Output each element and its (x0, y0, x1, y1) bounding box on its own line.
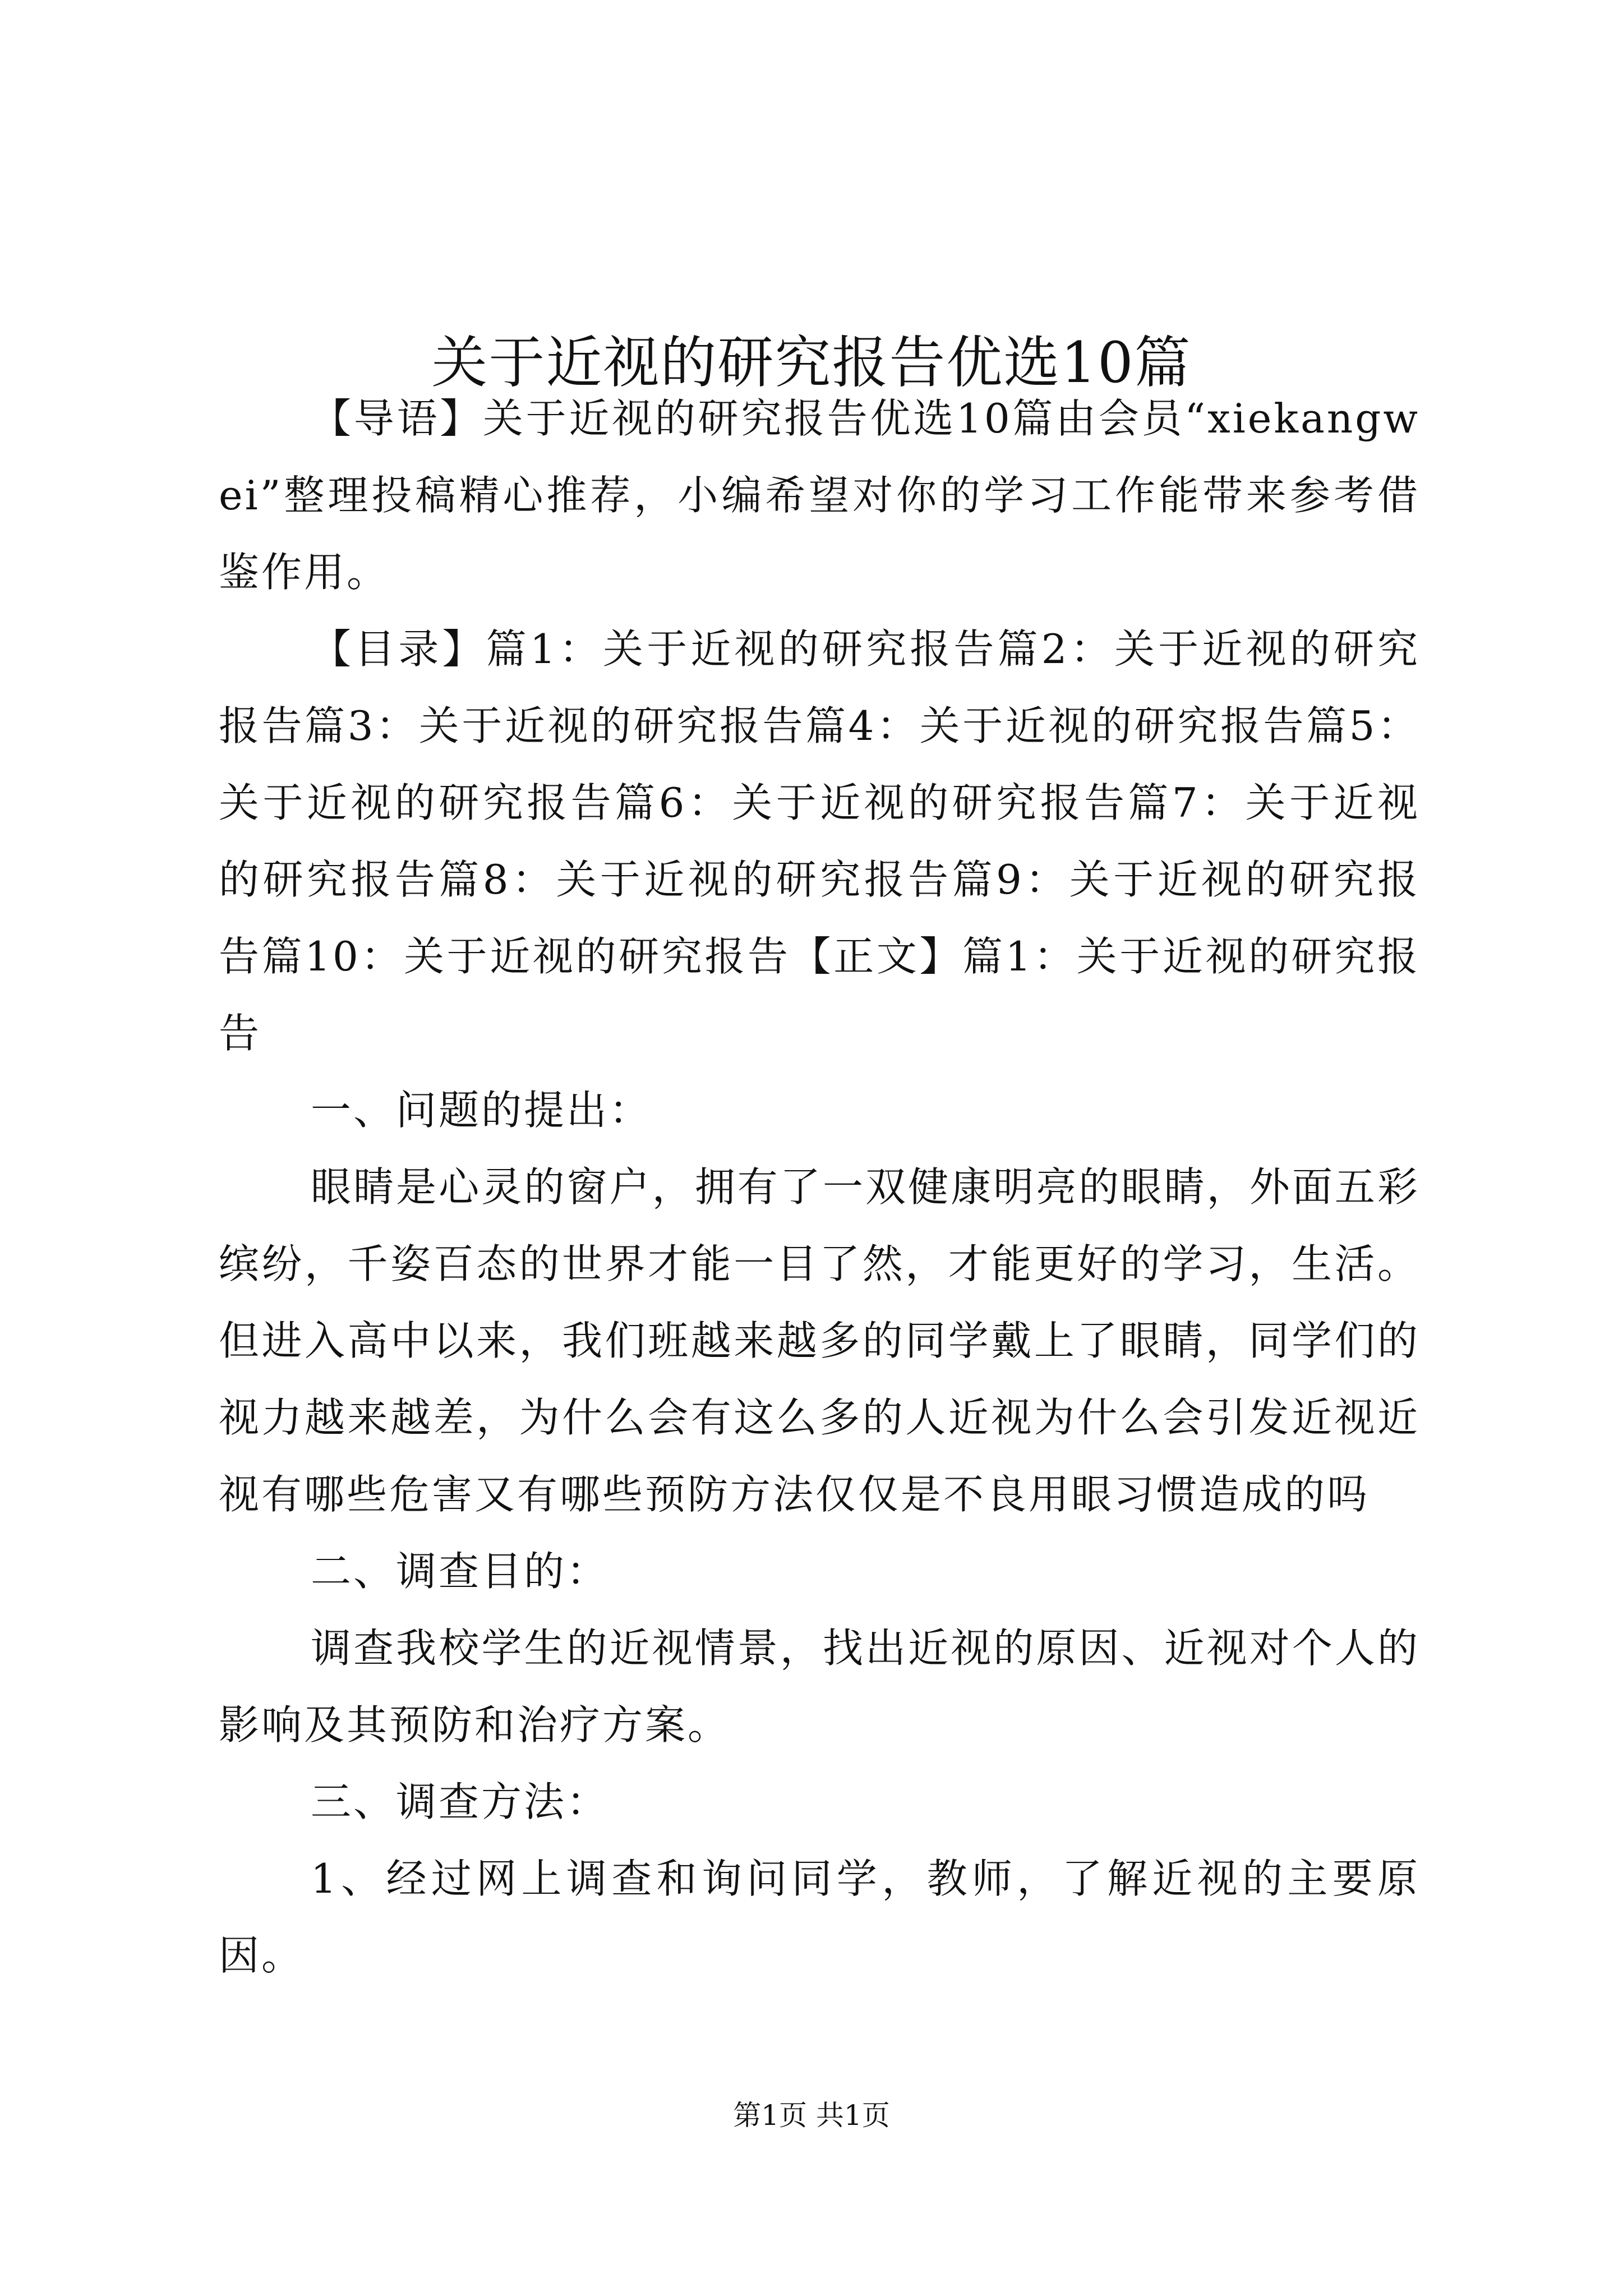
body-paragraph: 调查我校学生的近视情景，找出近视的原因、近视对个人的影响及其预防和治疗方案。 (219, 1625, 1420, 1749)
document-body (219, 380, 1420, 1994)
section-heading-3: 三、调查方法： (311, 1778, 610, 1825)
section-heading-1: 一、问题的提出： (311, 1087, 652, 1134)
intro-paragraph: 【导语】关于近视的研究报告优选10篇由会员“xiekangwei”整理投稿精心推荐，小编希望对你的学习工作能带来参考借鉴作用。 (219, 395, 1420, 596)
toc-paragraph: 【目录】篇1：关于近视的研究报告篇2：关于近视的研究报告篇3：关于近视的研究报告篇4：关于近视的研究报告篇5：关于近视的研究报告篇6：关于近视的研究报告篇7：关于近视的研究报告篇8：关于近视的研究报告篇9：关于近视的研究报告篇10：关于近视的研究报告【正文】篇1：关于近视的研究报告 (219, 625, 1420, 1057)
document-title: 关于近视的研究报告优选10篇 (431, 330, 1192, 395)
page-footer: 第1页 共1页 (733, 2099, 890, 2132)
section-heading-2: 二、调查目的： (311, 1548, 610, 1595)
list-item: 1、经过网上调查和询问同学，教师，了解近视的主要原因。 (219, 1855, 1420, 1979)
body-paragraph: 眼睛是心灵的窗户，拥有了一双健康明亮的眼睛，外面五彩缤纷，千姿百态的世界才能一目了然，才能更好的学习，生活。但进入高中以来，我们班越来越多的同学戴上了眼睛，同学们的视力越来越差，为什么会有这么多的人近视为什么会引发近视近视有哪些危害又有哪些预防方法仅仅是不良用眼习惯造成的吗 (219, 1163, 1420, 1518)
